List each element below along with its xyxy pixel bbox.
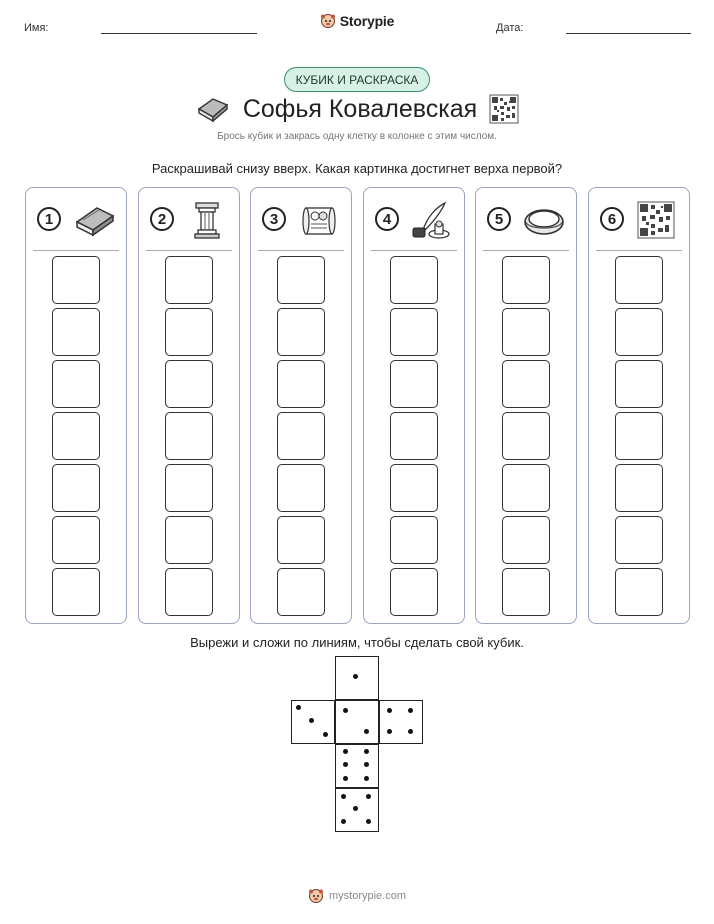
coloring-cell[interactable]	[277, 256, 325, 304]
dice-column-3	[250, 187, 352, 624]
storypie-mascot-icon	[320, 13, 336, 29]
coloring-cell[interactable]	[502, 568, 550, 616]
die-pip	[364, 762, 369, 767]
name-line[interactable]	[101, 33, 257, 34]
coloring-cell[interactable]	[52, 256, 100, 304]
coloring-cell[interactable]	[615, 256, 663, 304]
quill-inkwell-icon	[409, 200, 455, 240]
coloring-cell[interactable]	[165, 360, 213, 408]
die-pip	[343, 708, 348, 713]
coloring-cell[interactable]	[277, 308, 325, 356]
column-header	[26, 188, 126, 250]
column-number: 2	[150, 207, 174, 231]
die-face-4	[379, 700, 423, 744]
die-pip	[323, 732, 328, 737]
die-pip	[341, 794, 346, 799]
column-header	[589, 188, 689, 250]
die-pip	[366, 819, 371, 824]
die-face-6	[335, 744, 379, 788]
coloring-cell[interactable]	[615, 412, 663, 460]
footer	[0, 888, 714, 904]
die-pip	[353, 806, 358, 811]
coloring-cell[interactable]	[277, 464, 325, 512]
coloring-cell[interactable]	[390, 360, 438, 408]
coloring-cell[interactable]	[390, 516, 438, 564]
footer-url[interactable]: mystorypie.com	[328, 890, 407, 902]
coloring-cell[interactable]	[502, 308, 550, 356]
die-pip	[408, 708, 413, 713]
die-pip	[343, 776, 348, 781]
coloring-cell[interactable]	[165, 516, 213, 564]
die-pip	[387, 708, 392, 713]
coloring-cell[interactable]	[52, 568, 100, 616]
subtitle: Брось кубик и закрась одну клетку в колонке с этим числом.	[217, 131, 497, 142]
dice-column-4	[363, 187, 465, 624]
die-pip	[343, 762, 348, 767]
column-divider	[258, 250, 344, 251]
column-divider	[146, 250, 232, 251]
column-number: 1	[37, 207, 61, 231]
coloring-cell[interactable]	[502, 412, 550, 460]
pillar-icon	[184, 200, 230, 240]
name-label: Имя:	[24, 22, 49, 34]
coloring-cell[interactable]	[615, 464, 663, 512]
coloring-cell[interactable]	[165, 568, 213, 616]
activity-badge: КУБИК И РАСКРАСКА	[284, 67, 430, 92]
theater-scroll-icon	[296, 200, 342, 240]
dice-column-2	[138, 187, 240, 624]
coloring-cell[interactable]	[615, 568, 663, 616]
page-title: Софья Ковалевская	[242, 94, 478, 123]
coloring-cell[interactable]	[615, 360, 663, 408]
coloring-cell[interactable]	[615, 516, 663, 564]
coloring-cell[interactable]	[165, 412, 213, 460]
column-divider	[596, 250, 682, 251]
coloring-instruction: Раскрашивай снизу вверх. Какая картинка достигнет верха первой?	[151, 161, 563, 176]
storypie-mascot-icon	[308, 888, 324, 904]
coloring-cell[interactable]	[390, 412, 438, 460]
column-number: 4	[375, 207, 399, 231]
die-face-2	[335, 700, 379, 744]
qr-pattern-icon	[634, 200, 680, 240]
coloring-cell[interactable]	[390, 568, 438, 616]
column-header	[139, 188, 239, 250]
die-pip	[309, 718, 314, 723]
column-divider	[33, 250, 119, 251]
column-header	[476, 188, 576, 250]
die-pip	[364, 729, 369, 734]
book-icon	[195, 95, 231, 123]
die-pip	[296, 705, 301, 710]
date-label: Дата:	[496, 22, 524, 34]
coloring-cell[interactable]	[615, 308, 663, 356]
coloring-cell[interactable]	[390, 308, 438, 356]
book-icon	[71, 200, 117, 240]
dice-column-1	[25, 187, 127, 624]
die-pip	[387, 729, 392, 734]
die-pip	[364, 776, 369, 781]
qr-pattern-icon	[489, 94, 519, 124]
coloring-cell[interactable]	[502, 516, 550, 564]
coloring-cell[interactable]	[165, 464, 213, 512]
coloring-cell[interactable]	[390, 464, 438, 512]
coloring-cell[interactable]	[52, 516, 100, 564]
coloring-cell[interactable]	[277, 360, 325, 408]
die-face-1	[335, 656, 379, 700]
coloring-cell[interactable]	[165, 256, 213, 304]
coloring-cell[interactable]	[390, 256, 438, 304]
coloring-cell[interactable]	[502, 256, 550, 304]
coloring-cell[interactable]	[277, 412, 325, 460]
die-pip	[341, 819, 346, 824]
column-divider	[371, 250, 457, 251]
coloring-cell[interactable]	[165, 308, 213, 356]
dice-column-6	[588, 187, 690, 624]
ring-icon	[521, 200, 567, 240]
column-header	[364, 188, 464, 250]
die-pip	[343, 749, 348, 754]
column-number: 5	[487, 207, 511, 231]
column-number: 6	[600, 207, 624, 231]
coloring-cell[interactable]	[52, 464, 100, 512]
title-row	[0, 92, 714, 126]
coloring-cell[interactable]	[277, 568, 325, 616]
die-pip	[364, 749, 369, 754]
dice-column-5	[475, 187, 577, 624]
die-pip	[366, 794, 371, 799]
coloring-cell[interactable]	[502, 360, 550, 408]
coloring-cell[interactable]	[277, 516, 325, 564]
cut-instruction: Вырежи и сложи по линиям, чтобы сделать свой кубик.	[190, 635, 524, 650]
coloring-cell[interactable]	[502, 464, 550, 512]
die-pip	[353, 674, 358, 679]
die-face-3	[291, 700, 335, 744]
brand-name: Storypie	[339, 13, 395, 29]
column-divider	[483, 250, 569, 251]
coloring-cell[interactable]	[52, 308, 100, 356]
date-line[interactable]	[566, 33, 691, 34]
column-number: 3	[262, 207, 286, 231]
brand-logo	[0, 13, 714, 29]
column-header	[251, 188, 351, 250]
coloring-cell[interactable]	[52, 360, 100, 408]
die-face-5	[335, 788, 379, 832]
coloring-cell[interactable]	[52, 412, 100, 460]
die-pip	[408, 729, 413, 734]
